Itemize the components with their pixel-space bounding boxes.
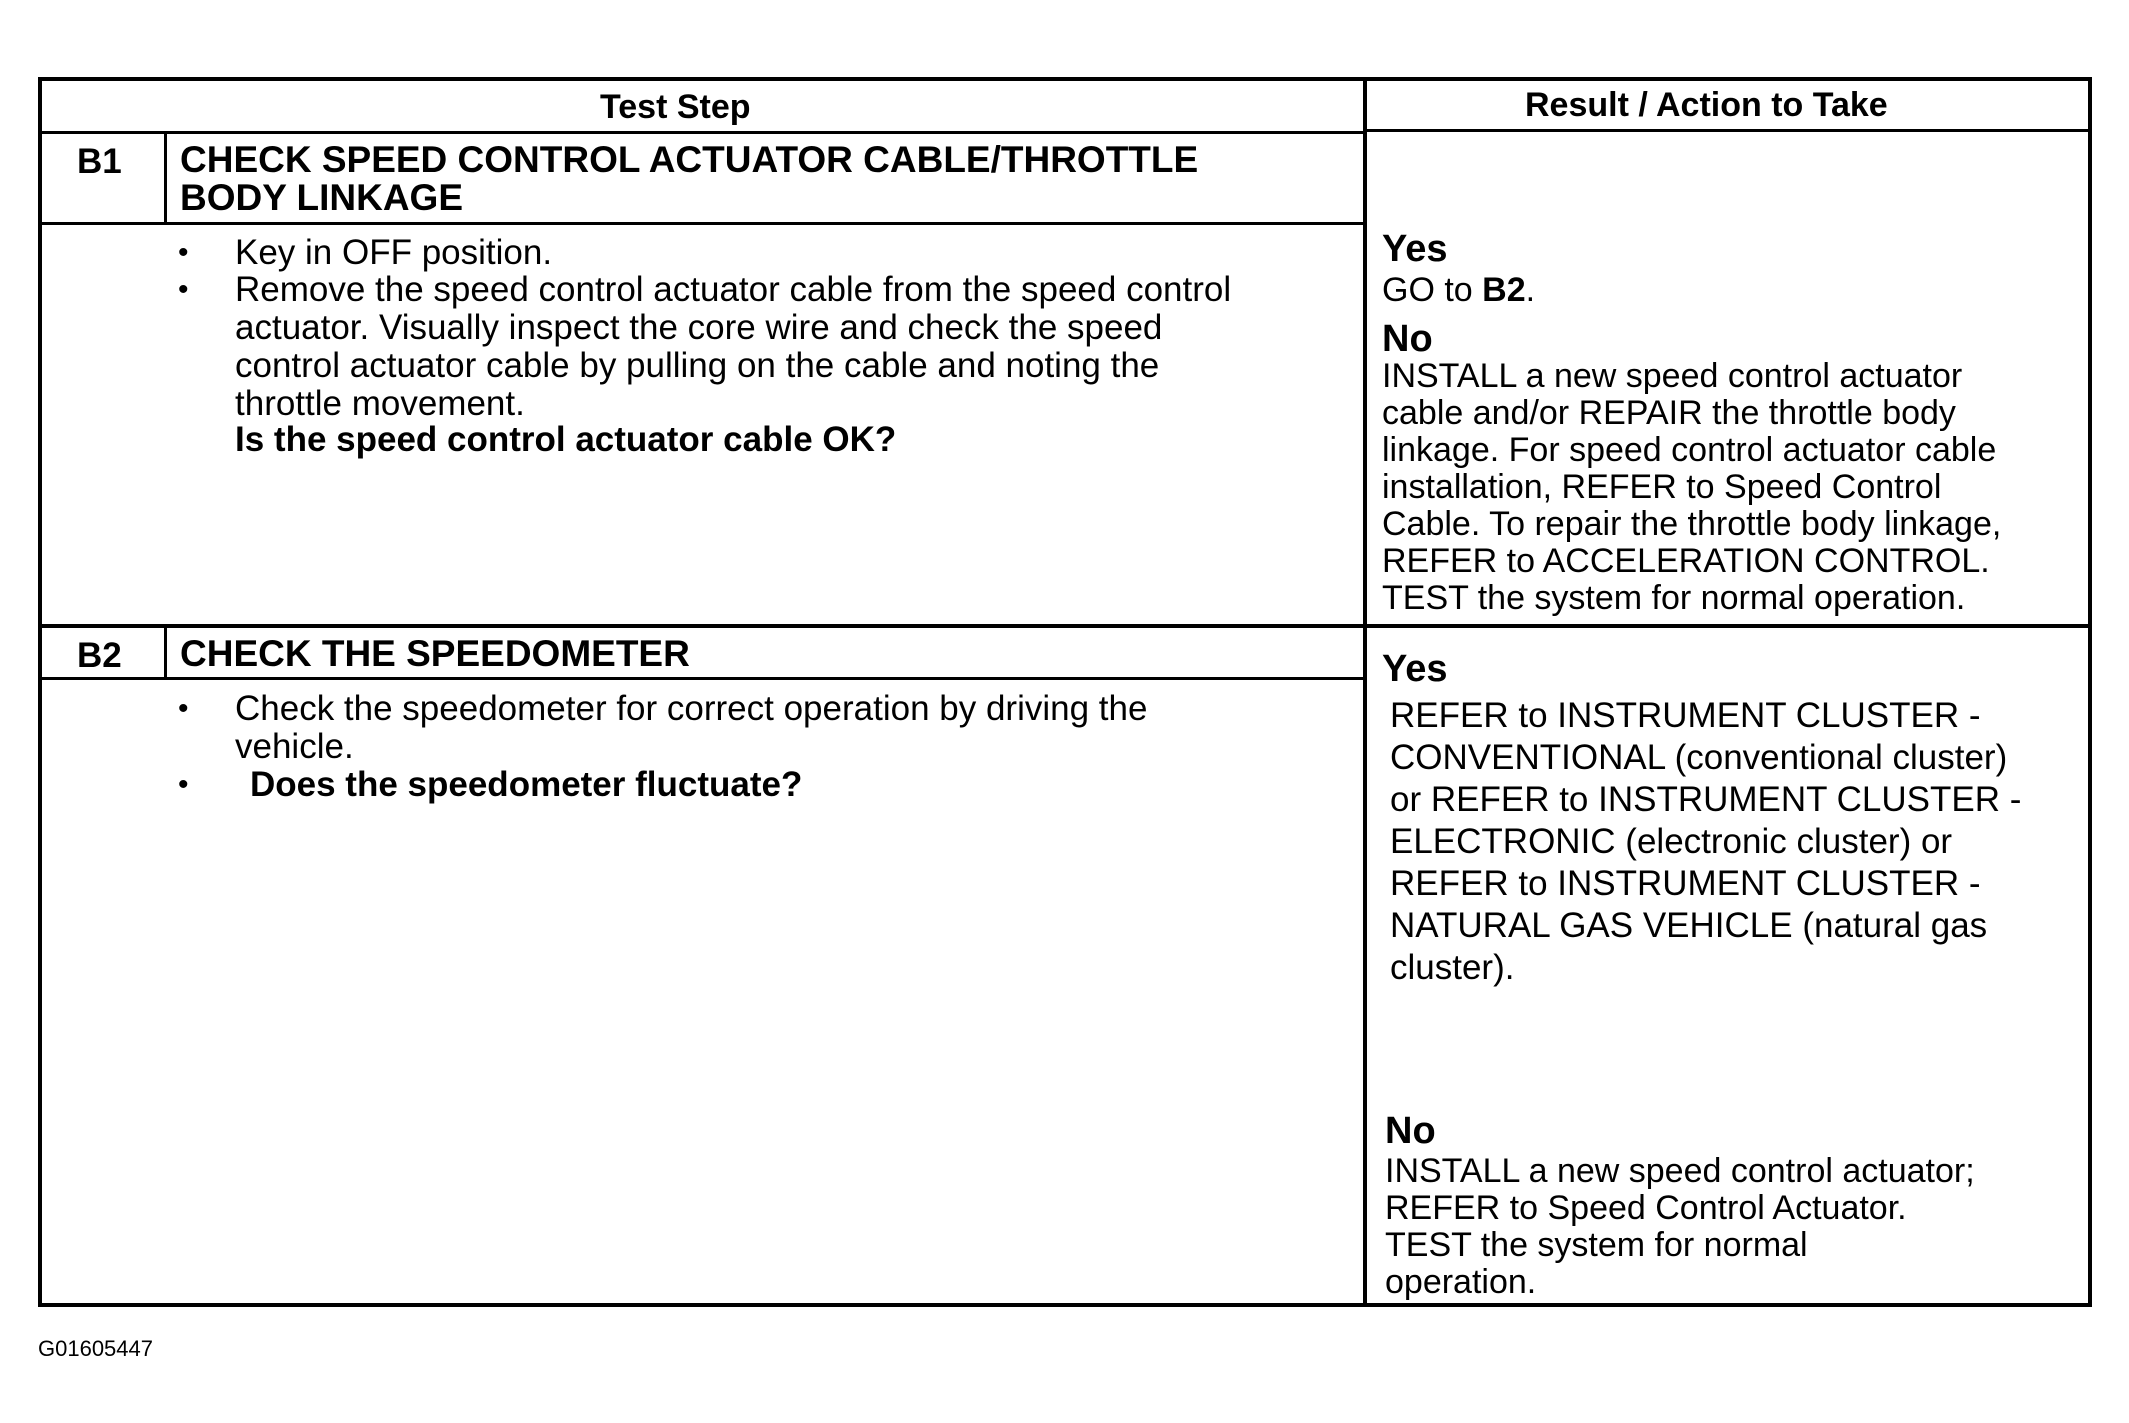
b1-no-line-1: INSTALL a new speed control actuator (1382, 357, 1963, 395)
header-result-action: Result / Action to Take (1525, 86, 1888, 124)
b1-bullet-2-line-4: throttle movement. (235, 384, 525, 423)
b1-yes-label: Yes (1382, 228, 1448, 270)
b1-yes-action: GO to B2. (1382, 271, 1536, 309)
b2-bullet-1-line-1: Check the speedometer for correct operation by driving the (235, 689, 1148, 728)
b1-no-line-5: Cable. To repair the throttle body linkage, (1382, 505, 2002, 543)
figure-id: G01605447 (38, 1336, 153, 1361)
b1-title-rule (38, 222, 1365, 225)
b1-title-line-2: BODY LINKAGE (180, 177, 464, 218)
b2-yes-line-5: REFER to INSTRUMENT CLUSTER - (1390, 864, 1981, 903)
column-divider (1363, 77, 1367, 1307)
b2-no-label: No (1385, 1110, 1436, 1152)
b1-no-line-3: linkage. For speed control actuator cable (1382, 431, 1997, 469)
b2-yes-line-4: ELECTRONIC (electronic cluster) or (1390, 822, 1953, 861)
b1-bullet-2-line-1: Remove the speed control actuator cable from the speed control (235, 270, 1232, 309)
header-rule-left (38, 131, 1365, 134)
b1-bullet-2-line-2: actuator. Visually inspect the core wire and check the speed (235, 308, 1163, 347)
b2-no-line-4: operation. (1385, 1263, 1537, 1301)
b2-no-line-3: TEST the system for normal (1385, 1226, 1808, 1264)
b2-yes-line-2: CONVENTIONAL (conventional cluster) (1390, 738, 2008, 777)
b2-yes-line-6: NATURAL GAS VEHICLE (natural gas (1390, 906, 1988, 945)
b1-bullet-2-line-3: control actuator cable by pulling on the cable and noting the (235, 346, 1160, 385)
bullet-icon: • (178, 236, 189, 269)
b2-yes-line-7: cluster). (1390, 948, 1515, 987)
step-id-divider-b1 (164, 131, 167, 224)
b1-question: Is the speed control actuator cable OK? (235, 420, 897, 459)
b1-no-line-4: installation, REFER to Speed Control (1382, 468, 1942, 506)
b2-bullet-1-line-2: vehicle. (235, 727, 354, 766)
b2-no-line-2: REFER to Speed Control Actuator. (1385, 1189, 1907, 1227)
row-divider (38, 624, 2092, 628)
header-rule-right (1363, 129, 2092, 132)
b2-yes-label: Yes (1382, 648, 1448, 690)
b2-yes-line-3: or REFER to INSTRUMENT CLUSTER - (1390, 780, 2022, 819)
b2-no-line-1: INSTALL a new speed control actuator; (1385, 1152, 1975, 1190)
b1-no-line-2: cable and/or REPAIR the throttle body (1382, 394, 1956, 432)
bullet-icon: • (178, 768, 189, 801)
b1-yes-target: B2 (1482, 271, 1526, 309)
header-test-step: Test Step (600, 88, 751, 126)
step-id-divider-b2 (164, 626, 167, 680)
b2-yes-line-1: REFER to INSTRUMENT CLUSTER - (1390, 696, 1981, 735)
b1-bullet-1: Key in OFF position. (235, 233, 553, 272)
step-id-b2: B2 (77, 636, 122, 675)
b1-title-line-1: CHECK SPEED CONTROL ACTUATOR CABLE/THROTTLE (180, 139, 1199, 180)
step-id-b1: B1 (77, 142, 122, 181)
b1-no-line-6: REFER to ACCELERATION CONTROL. (1382, 542, 1990, 580)
b2-title-rule (38, 677, 1365, 680)
b1-no-line-7: TEST the system for normal operation. (1382, 579, 1966, 617)
b1-no-label: No (1382, 318, 1433, 360)
bullet-icon: • (178, 273, 189, 306)
b2-title: CHECK THE SPEEDOMETER (180, 633, 690, 674)
b2-question: Does the speedometer fluctuate? (250, 765, 803, 804)
bullet-icon: • (178, 692, 189, 725)
